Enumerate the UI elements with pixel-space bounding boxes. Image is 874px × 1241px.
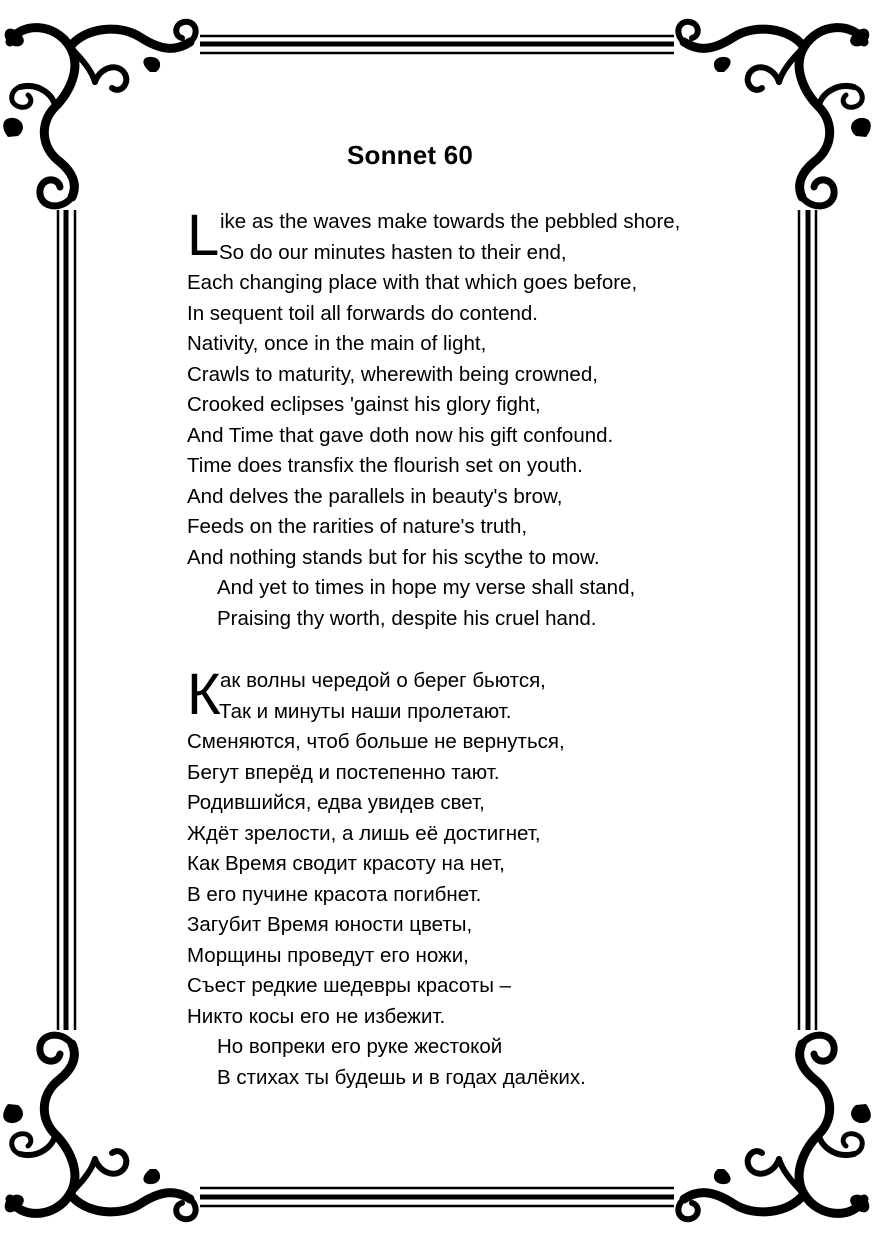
poem-line: К ак волны чередой о берег бьются,	[187, 662, 546, 727]
corner-ornament-bottom-left	[3, 1035, 195, 1219]
couplet-line: Но вопреки его руке жестокой	[217, 1035, 503, 1058]
poem-title: Sonnet 60	[346, 140, 474, 170]
poem-line: Ждёт зрелости, а лишь её достигнет,	[187, 821, 541, 845]
drop-cap: L	[187, 203, 220, 268]
poem-line: Бегут вперёд и постепенно тают.	[187, 760, 500, 784]
poem-line: And Time that gave doth now his gift confound.	[187, 423, 614, 447]
poem-line: Each changing place with that which goes before,	[187, 271, 638, 294]
drop-cap: К	[187, 662, 221, 727]
bottom-border-lines	[200, 1188, 674, 1206]
couplet-line: And yet to times in hope my verse shall stand,	[217, 576, 636, 599]
right-border-lines	[799, 210, 816, 1030]
poem-line: Морщины проведут его ножи,	[187, 943, 469, 967]
poem-line: L ike as the waves make towards the pebbled shore,	[187, 203, 681, 268]
poem-line: В его пучине красота погибнет.	[187, 882, 482, 906]
poem-line: Родившийся, едва увидев свет,	[187, 791, 485, 814]
left-border-lines	[58, 210, 75, 1030]
english-stanza	[187, 203, 787, 634]
couplet-line: В стихах ты будешь и в годах далёких.	[217, 1065, 586, 1089]
poem-line: Никто косы его не избежит.	[187, 1004, 446, 1028]
poem-line: And nothing stands but for his scythe to mow.	[187, 545, 600, 569]
russian-stanza	[187, 662, 787, 1093]
couplet-line: Praising thy worth, despite his cruel hand.	[217, 606, 597, 630]
poem-line: So do our minutes hasten to their end,	[219, 240, 567, 264]
corner-ornament-top-right	[678, 22, 870, 206]
poem-line: In sequent toil all forwards do contend.	[187, 301, 538, 325]
poem-line: Загубит Время юности цветы,	[187, 913, 473, 936]
poem-line: Time does transfix the flourish set on youth.	[187, 454, 583, 477]
poem-line: Feeds on the rarities of nature's truth,	[187, 515, 528, 538]
poem-line: Nativity, once in the main of light,	[187, 332, 487, 355]
corner-ornament-top-left	[3, 22, 195, 206]
top-border-lines	[200, 36, 674, 53]
poem-line: And delves the parallels in beauty's brow,	[187, 484, 563, 508]
poem-line: Crawls to maturity, wherewith being crowned,	[187, 362, 598, 386]
poem-line: Сменяются, чтоб больше не вернуться,	[187, 730, 565, 753]
poem-line: Как Время сводит красоту на нет,	[187, 852, 505, 875]
poem-line: Crooked eclipses 'gainst his glory fight,	[187, 393, 541, 416]
poem-line: Так и минуты наши пролетают.	[219, 699, 512, 723]
poem-line: Съест редкие шедевры красоты –	[187, 974, 512, 997]
